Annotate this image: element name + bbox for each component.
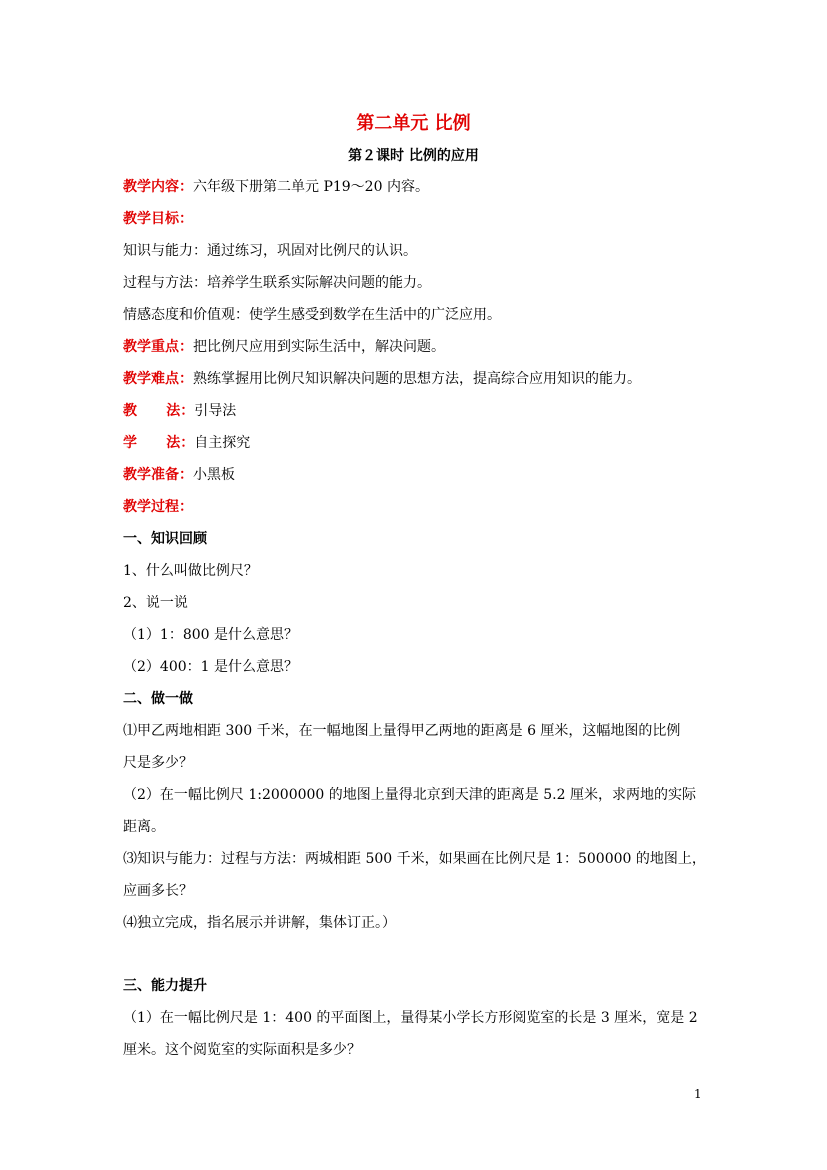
unit-title: 第二单元 比例 <box>356 113 471 134</box>
section3-heading: 三、能力提升 <box>123 978 207 994</box>
s1-question-1: 1、什么叫做比例尺？ <box>123 563 258 579</box>
s1-question-2: 2、说一说 <box>123 595 188 611</box>
goal-knowledge: 知识与能力：通过练习，巩固对比例尺的认识。 <box>123 243 417 259</box>
goals-label: 教学目标： <box>123 211 193 227</box>
key-point-label: 教学重点： <box>123 339 193 355</box>
s1-question-2a: （1）1：800 是什么意思？ <box>123 627 298 643</box>
process-row <box>123 498 193 516</box>
goal-process: 过程与方法：培养学生联系实际解决问题的能力。 <box>123 275 431 291</box>
content-row <box>123 178 429 196</box>
process-label: 教学过程： <box>123 499 193 515</box>
s3-problem-1-line2: 厘米。这个阅览室的实际面积是多少？ <box>123 1042 361 1058</box>
preparation-row <box>123 466 235 484</box>
key-point-text: 把比例尺应用到实际生活中，解决问题。 <box>193 339 445 355</box>
difficulty-text: 熟练掌握用比例尺知识解决问题的思想方法，提高综合应用知识的能力。 <box>193 371 641 387</box>
teaching-method-label: 教 法： <box>123 403 195 419</box>
page-number: 1 <box>694 1087 702 1101</box>
preparation-text: 小黑板 <box>193 467 235 483</box>
s2-problem-3-line2: 应画多长？ <box>123 883 193 899</box>
lesson-subtitle: 第２课时 比例的应用 <box>348 148 479 164</box>
goals-row <box>123 210 193 228</box>
section2-heading: 二、做一做 <box>123 691 193 707</box>
key-point-row <box>123 338 445 356</box>
content-text: 六年级下册第二单元 P19～20 内容。 <box>193 179 429 195</box>
learning-method-label: 学 法： <box>123 435 195 451</box>
learning-method-text: 自主探究 <box>194 435 251 451</box>
content-label: 教学内容： <box>123 179 193 195</box>
s1-question-2b: （2）400：1 是什么意思？ <box>123 659 298 675</box>
difficulty-label: 教学难点： <box>123 371 193 387</box>
goal-attitude: 情感态度和价值观：使学生感受到数学在生活中的广泛应用。 <box>123 307 501 323</box>
difficulty-row <box>123 370 641 388</box>
preparation-label: 教学准备： <box>123 467 193 483</box>
teaching-method-row <box>123 402 236 420</box>
teaching-method-text: 引导法 <box>194 403 237 419</box>
section1-heading: 一、知识回顾 <box>123 531 207 547</box>
s3-problem-1-line1: （1）在一幅比例尺是 1：400 的平面图上，量得某小学长方形阅览室的长是 3 厘米，宽是 2 <box>123 1010 698 1026</box>
s2-problem-1-line1: ⑴甲乙两地相距 300 千米，在一幅地图上量得甲乙两地的距离是 6 厘米，这幅地图的比例 <box>123 723 681 739</box>
s2-problem-3-line1: ⑶知识与能力：过程与方法：两城相距 500 千米，如果画在比例尺是 1：500000 的地图上， <box>123 851 706 867</box>
s2-problem-2-line2: 距离。 <box>123 819 165 835</box>
learning-method-row <box>123 434 250 452</box>
s2-problem-1-line2: 尺是多少？ <box>123 755 193 771</box>
s2-note: ⑷独立完成，指名展示并讲解，集体订正。） <box>123 915 396 931</box>
s2-problem-2-line1: （2）在一幅比例尺 1:2000000 的地图上量得北京到天津的距离是 5.2 厘米，求两地的实际 <box>123 787 696 803</box>
